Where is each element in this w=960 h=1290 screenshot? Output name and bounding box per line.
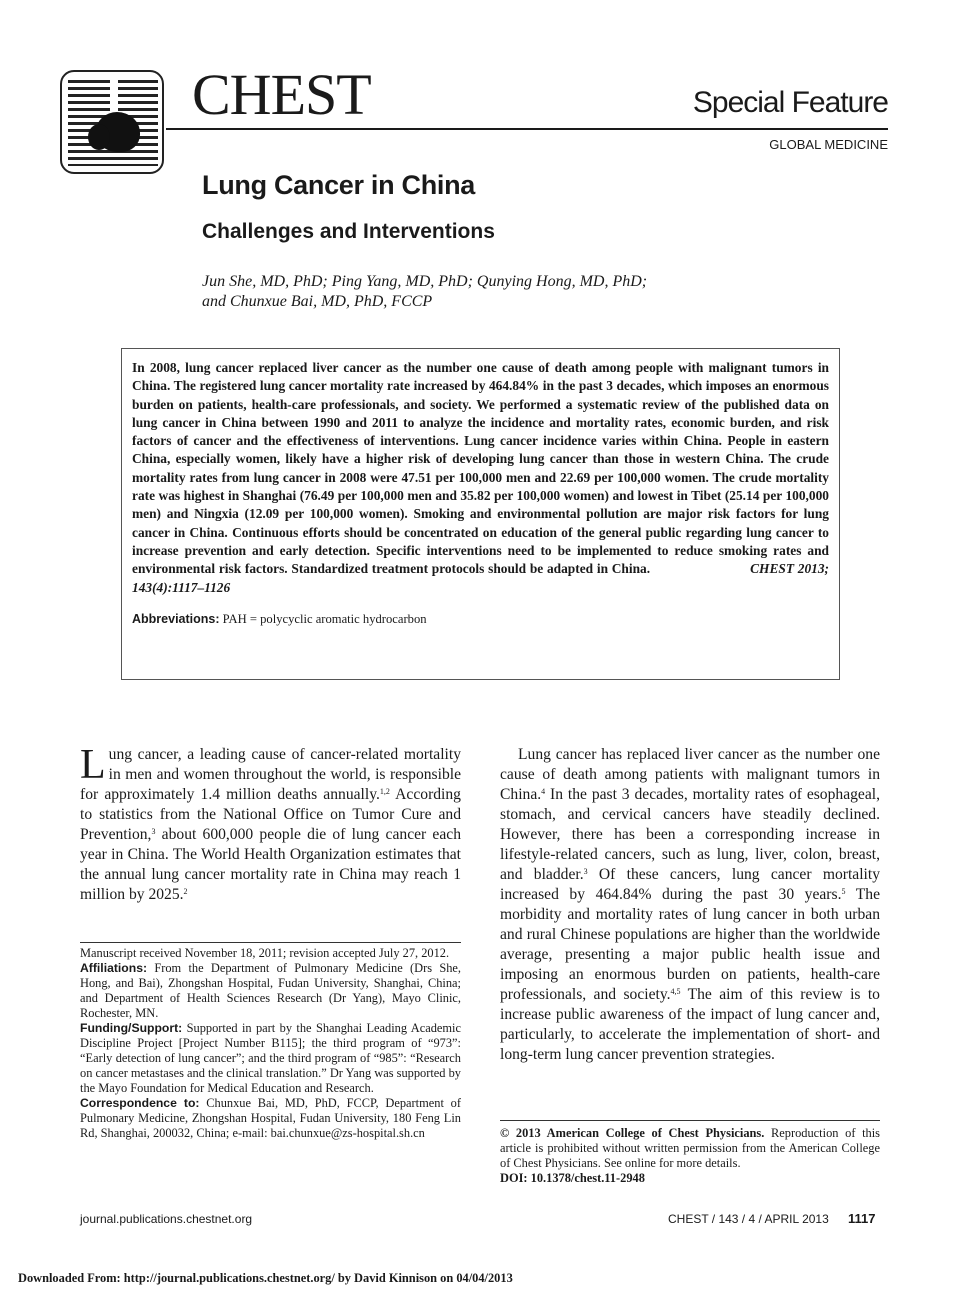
page-number: 1117 xyxy=(848,1211,876,1226)
doi xyxy=(500,1171,880,1186)
ref-sup: 3 xyxy=(583,867,588,876)
ref-sup: 3 xyxy=(151,827,156,836)
journal-url-link[interactable]: journal.publications.chestnet.org xyxy=(80,1212,253,1226)
authors-line-1: Jun She, MD, PhD; Ping Yang, MD, PhD; Qunying Hong, MD, PhD; xyxy=(202,273,648,290)
chest-lungs-logo-icon xyxy=(60,70,164,174)
ref-sup: 5 xyxy=(841,887,846,896)
journal-name: CHEST xyxy=(192,62,371,127)
manuscript-dates: Manuscript received November 18, 2011; revision accepted July 27, 2012. xyxy=(80,946,450,960)
copyright-text: Reproduction of this article is prohibited without written permission from the American College of Chest Physicians. See online for more details. xyxy=(500,1126,881,1170)
body-text: Lung cancer has replaced liver cancer as the number one cause of death among patients with malignant tumors in China. xyxy=(500,746,880,803)
drop-cap: L xyxy=(80,742,106,788)
funding-text: Supported in part by the Shanghai Leading Academic Discipline Project [Project Number B115]; the third program of “973”: “Early detection of lung cancer”; and the third program of “985”: “Research on cancer metastases and the clinical translation.” Dr Yang was supported by the Mayo Foundation for Medical Education and Research. xyxy=(80,1021,461,1095)
correspondence-text: Chunxue Bai, MD, PhD, FCCP, Department of Pulmonary Medicine, Zhongshan Hospital, Fudan University, 180 Feng Lin Rd, Shanghai, 200032, China; e-mail: bai.chunxue@zs-hospital.sh.cn xyxy=(80,1096,461,1140)
abstract-text xyxy=(132,359,829,597)
doi-value[interactable]: 10.1378/chest.11-2948 xyxy=(527,1171,645,1185)
author-list xyxy=(202,272,722,312)
footnotes-right xyxy=(500,1126,880,1186)
abstract-body: In 2008, lung cancer replaced liver cancer as the number one cause of death among people with malignant tumors in China. The registered lung cancer mortality rate increased by 464.84% in the past 3 decades, which imposes an enormous burden on patients, health-care professionals, and society. We performed a systematic review of the published data on lung cancer in China between 1990 and 2011 to analyze the incidence and mortality rates, economic burden, and risk factors of cancer and the effectiveness of interventions. Lung cancer incidence varies within China. People in eastern China, especially women, likely have a higher risk of developing lung cancer than those in western China. The crude mortality rates from lung cancer in 2008 were 47.51 per 100,000 men and 22.69 per 100,000 women. The crude mortality rate was highest in Shanghai (76.49 per 100,000 men and 35.82 per 100,000 women) and lowest in Tibet (25.14 per 100,000 men) and Ningxia (12.09 per 100,000 women). Smoking and environmental pollution are major risk factors for lung cancer in China. Continuous efforts should be concentrated on education of the general public regarding lung cancer to increase prevention and early detection. Specific interventions need to be implemented to reduce smoking rates and environmental risk factors. Standardized treatment protocols should be adapted in China. xyxy=(132,360,829,577)
body-text: According to statistics from the National Office on Tumor Cure and Prevention, xyxy=(80,786,461,843)
body-text: The morbidity and mortality rates of lung cancer in both urban and rural Chinese populations are higher than the worldwide average, presenting a major public health issue and imposing an enormous burden on patients, health-care professionals, and society. xyxy=(500,886,880,1003)
body-text: ung cancer, a leading cause of cancer-related mortality in men and women throughout the world, is responsible for approximately 1.4 million deaths annually. xyxy=(80,746,461,803)
correspondence xyxy=(80,1096,461,1141)
section-label: Special Feature xyxy=(692,86,888,119)
download-notice: Downloaded From: http://journal.publications.chestnet.org/ by David Kinnison on 04/04/2013 xyxy=(18,1271,513,1285)
body-text: about 600,000 people die of lung cancer each year in China. The World Health Organization estimates that the annual lung cancer mortality rate in China may reach 1 million by 2025. xyxy=(80,826,461,903)
subsection-label: GLOBAL MEDICINE xyxy=(769,137,888,152)
abbreviations xyxy=(132,611,829,627)
body-text: Of these cancers, lung cancer mortality increased by 464.84% during the past 30 years. xyxy=(500,866,880,903)
affiliations-label: Affiliations: xyxy=(80,961,148,975)
abbreviations-text: PAH = polycyclic aromatic hydrocarbon xyxy=(222,611,427,626)
footnote-rule-left xyxy=(80,942,461,943)
affiliations xyxy=(80,961,461,1021)
authors-line-2: and Chunxue Bai, MD, PhD, FCCP xyxy=(202,293,433,310)
article-subtitle: Challenges and Interventions xyxy=(202,220,495,243)
abstract-citation: CHEST 2013; 143(4):1117–1126 xyxy=(132,561,829,595)
abstract-box xyxy=(121,348,840,680)
ref-sup: 4 xyxy=(541,787,546,796)
doi-label: DOI: xyxy=(500,1171,528,1185)
article-title: Lung Cancer in China xyxy=(202,170,476,200)
body-text: The aim of this review is to increase public awareness of the impact of lung cancer and, particularly, to accelerate the implementation of short- and long-term lung cancer prevention strategies. xyxy=(500,986,880,1063)
body-right-column xyxy=(500,745,880,1065)
affiliations-text: From the Department of Pulmonary Medicine (Drs She, Hong, and Bai), Zhongshan Hospital, Fudan University, Shanghai, China; and Department of Health Sciences Research (Dr Yang), Mayo Clinic, Rochester, MN. xyxy=(80,961,461,1020)
ref-sup: 4,5 xyxy=(670,987,681,996)
abbreviations-label: Abbreviations: xyxy=(132,611,220,626)
ref-sup: 1,2 xyxy=(379,787,390,796)
copyright-label: © 2013 American College of Chest Physicians. xyxy=(500,1126,765,1140)
correspondence-label: Correspondence to: xyxy=(80,1096,200,1110)
header-rule xyxy=(166,128,888,130)
body-left-column xyxy=(80,742,461,905)
funding-label: Funding/Support: xyxy=(80,1021,183,1035)
footnote-rule-right xyxy=(500,1120,880,1121)
body-text: In the past 3 decades, mortality rates of esophageal, stomach, and cervical cancers have steadily declined. However, there has been a corresponding increase in lifestyle-related cancers, such as lung, liver, colon, breast, and bladder. xyxy=(500,786,880,883)
footnotes-left xyxy=(80,946,461,1141)
copyright xyxy=(500,1126,880,1171)
funding xyxy=(80,1021,461,1096)
journal-reference: CHEST / 143 / 4 / APRIL 2013 xyxy=(668,1212,829,1226)
ref-sup: 2 xyxy=(183,887,188,896)
